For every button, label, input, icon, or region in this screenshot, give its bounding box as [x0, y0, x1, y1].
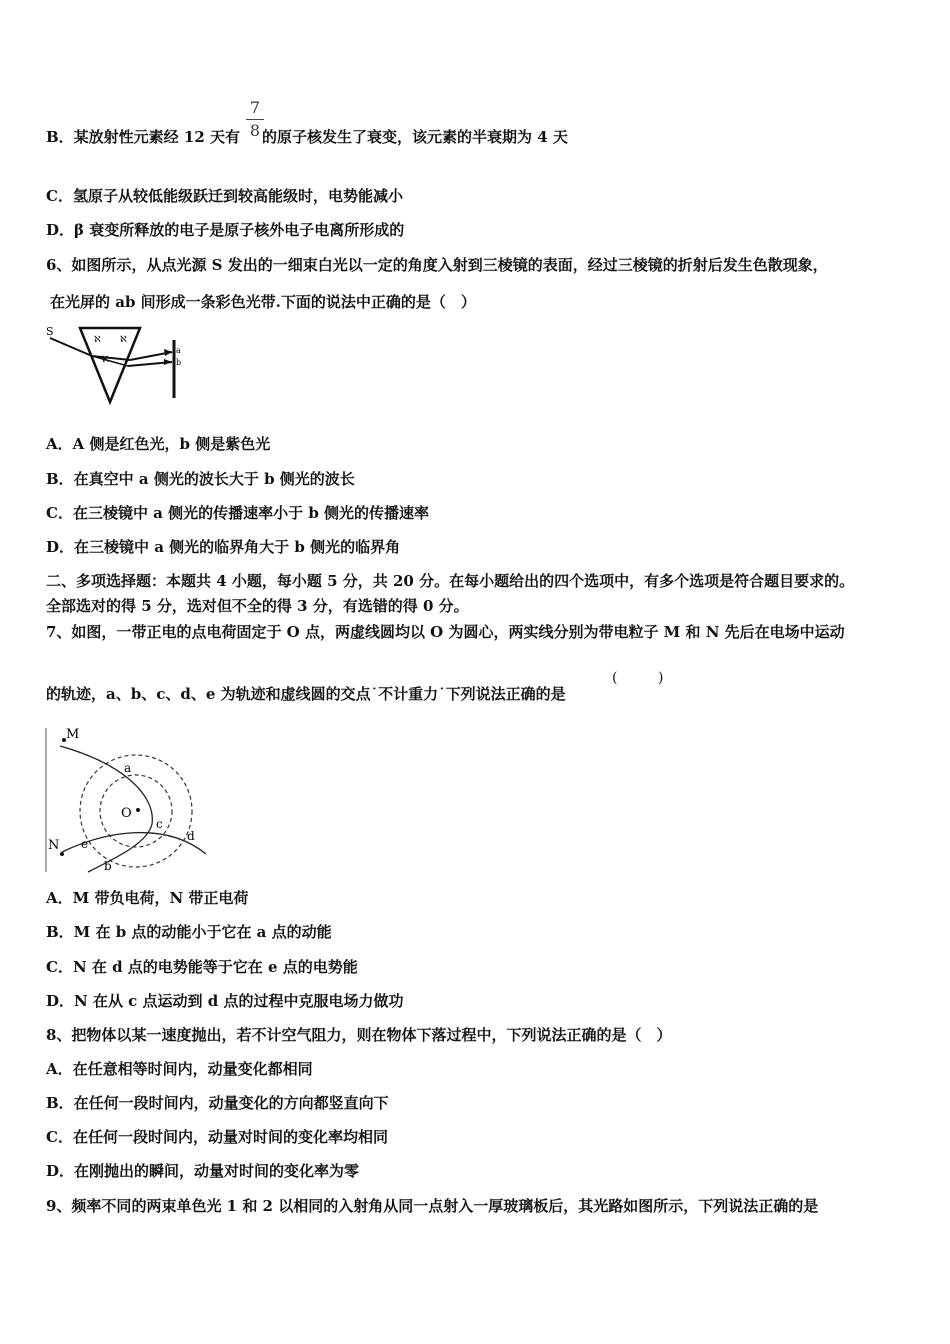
q8-option-a: A．在任意相等时间内，动量变化都相同	[46, 1060, 313, 1078]
arrow-head-b	[164, 359, 172, 365]
q6-stem-line2: 在光屏的 ab 间形成一条彩色光带.下面的说法中正确的是（ ）	[50, 293, 476, 311]
q5-option-c: C．氢原子从较低能级跃迁到较高能级时，电势能减小	[46, 187, 403, 205]
point-o	[136, 808, 140, 812]
fig-label-n: N	[48, 838, 60, 853]
fraction-seven-eighths	[246, 98, 264, 141]
fraction-bar	[246, 119, 264, 120]
electric-field-figure	[44, 724, 214, 876]
fig-label-s: S	[46, 325, 54, 338]
q7-option-d: D．N 在从 c 点运动到 d 点的过程中克服电场力做功	[46, 992, 404, 1010]
q6-option-c: C．在三棱镜中 a 侧光的传播速率小于 b 侧光的传播速率	[46, 504, 430, 522]
fig-label-b: b	[176, 358, 182, 367]
fig-label-c: c	[156, 817, 163, 831]
fraction-denominator: 8	[249, 121, 261, 140]
fig-label-a: a	[176, 346, 181, 355]
q5-option-d: D．β 衰变所释放的电子是原子核外电子电离所形成的	[46, 221, 405, 239]
arrow-head-a	[164, 349, 172, 356]
q7-paren-close: )	[658, 670, 664, 686]
section2-line2: 全部选对的得 5 分，选对但不全的得 3 分，有选错的得 0 分。	[46, 597, 469, 615]
fig-label-d: d	[187, 829, 195, 843]
q7-stem-line2: 的轨迹，a、b、c、d、e 为轨迹和虚线圆的交点˙不计重力˙下列说法正确的是	[46, 685, 566, 703]
q6-option-b: B．在真空中 a 侧光的波长大于 b 侧光的波长	[46, 470, 355, 488]
fig-label-a: a	[124, 761, 132, 775]
q5-option-b-text-end: 的原子核发生了衰变，该元素的半衰期为 4 天	[262, 128, 568, 146]
q6-option-d: D．在三棱镜中 a 侧光的临界角大于 b 侧光的临界角	[46, 538, 401, 556]
fraction-numerator: 7	[249, 98, 261, 117]
q7-option-a: A．M 带负电荷，N 带正电荷	[46, 889, 249, 907]
fig-label-o: O	[121, 806, 132, 821]
fig-mark: ℵ	[120, 335, 127, 345]
q7-option-c: C．N 在 d 点的电势能等于它在 e 点的电势能	[46, 958, 358, 976]
q8-option-b: B．在任何一段时间内，动量变化的方向都竖直向下	[46, 1094, 389, 1112]
q8-option-c: C．在任何一段时间内，动量对时间的变化率均相同	[46, 1128, 388, 1146]
q5-option-b-text: B．某放射性元素经 12 天有	[46, 128, 240, 146]
q6-stem-line1: 6、如图所示，从点光源 S 发出的一细束白光以一定的角度入射到三棱镜的表面，经过三棱镜的折射后发生色散现象，	[46, 256, 828, 274]
q8-stem: 8、把物体以某一速度抛出，若不计空气阻力，则在物体下落过程中，下列说法正确的是（ ）	[46, 1026, 672, 1044]
q7-paren-open: (	[612, 670, 618, 686]
prism-dispersion-figure	[44, 322, 184, 408]
fig-label-e: e	[81, 837, 89, 851]
fig-label-b: b	[104, 859, 112, 873]
q5-option-b	[46, 127, 568, 147]
q9-stem: 9、频率不同的两束单色光 1 和 2 以相同的入射角从同一点射入一厚玻璃板后，其光路如图所示，下列说法正确的是	[46, 1197, 819, 1215]
fig-mark: ℵ	[102, 355, 109, 365]
q7-stem-line1: 7、如图，一带正电的点电荷固定于 O 点，两虚线圆均以 O 为圆心，两实线分别为带电粒子 M 和 N 先后在电场中运动	[46, 623, 845, 641]
section2-line1: 二、多项选择题：本题共 4 小题，每小题 5 分，共 20 分。在每小题给出的四个选项中，有多个选项是符合题目要求的。	[46, 572, 855, 590]
q7-option-b: B．M 在 b 点的动能小于它在 a 点的动能	[46, 923, 332, 941]
fig-label-m: M	[66, 727, 80, 742]
q6-option-a: A．A 侧是红色光，b 侧是紫色光	[46, 435, 271, 453]
point-n	[60, 852, 64, 856]
q8-option-d: D．在刚抛出的瞬间，动量对时间的变化率为零	[46, 1162, 360, 1180]
fig-mark: ℵ	[94, 335, 101, 345]
outer-dashed-circle	[80, 755, 192, 867]
